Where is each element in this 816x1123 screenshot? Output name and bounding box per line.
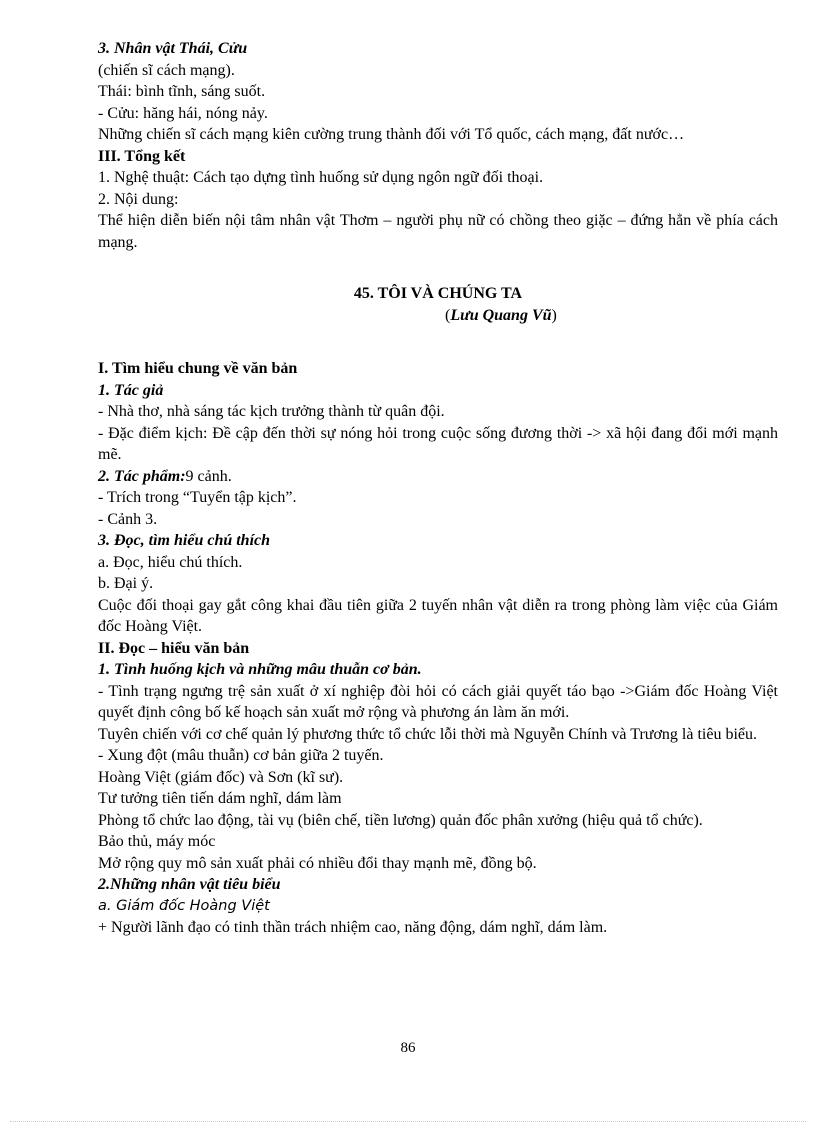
paragraph: Hoàng Việt (giám đốc) và Sơn (kĩ sư).	[98, 768, 344, 786]
paragraph: Thể hiện diễn biến nội tâm nhân vật Thơm – người phụ nữ có chồng theo giặc – đứng hẳn về phía cách mạng.	[98, 212, 778, 251]
work-line	[98, 466, 778, 488]
subheading-director: a. Giám đốc Hoàng Việt	[98, 897, 270, 914]
author-paren-close: )	[551, 306, 557, 324]
paragraph: Thái: bình tĩnh, sáng suốt.	[98, 83, 266, 100]
paragraph: Tư tưởng tiên tiến dám nghĩ, dám làm	[98, 790, 342, 807]
paragraph: - Nhà thơ, nhà sáng tác kịch trưởng thành từ quân đội.	[98, 403, 445, 420]
page-bottom-divider	[10, 1121, 806, 1122]
lesson-title: 45. TÔI VÀ CHÚNG TA	[353, 285, 523, 302]
heading-part2: II. Đọc – hiểu văn bản	[98, 639, 250, 657]
paragraph: - Xung đột (mâu thuẫn) cơ bản giữa 2 tuyến.	[98, 747, 384, 764]
paragraph: - Cửu: hăng hái, nóng nảy.	[98, 104, 268, 122]
paragraph: - Tình trạng ngưng trệ sản xuất ở xí nghiệp đòi hỏi có cách giải quyết táo bạo ->Giám đốc Hoàng Việt quyết định công bố kế hoạch sản xuất mở rộng và phương án làm ăn mới.	[98, 682, 778, 721]
paragraph: - Trích trong “Tuyển tập kịch”.	[98, 489, 297, 506]
heading-reading: 3. Đọc, tìm hiểu chú thích	[98, 532, 271, 549]
paragraph: (chiến sĩ cách mạng).	[98, 61, 235, 79]
paragraph: Mở rộng quy mô sản xuất phải có nhiều đổi thay mạnh mẽ, đồng bộ.	[98, 854, 537, 872]
paragraph: Những chiến sĩ cách mạng kiên cường trung thành đối với Tổ quốc, cách mạng, đất nước…	[98, 126, 685, 143]
lesson-title-block	[98, 283, 778, 326]
author-paren-open: (	[445, 306, 451, 324]
heading-characters: 3. Nhân vật Thái, Cửu	[98, 40, 248, 57]
document-page	[98, 38, 778, 939]
heading-part1: I. Tìm hiểu chung về văn bản	[98, 360, 298, 377]
paragraph: - Đặc điểm kịch: Đề cập đến thời sự nóng hỏi trong cuộc sống đương thời -> xã hội đang đổi mới mạnh mẽ.	[98, 424, 778, 463]
paragraph: Bảo thủ, máy móc	[98, 833, 216, 850]
paragraph: Phòng tổ chức lao động, tài vụ (biên chế, tiền lương) quản đốc phân xưởng (hiệu quả tổ chức).	[98, 811, 703, 829]
heading-author: 1. Tác giả	[98, 381, 164, 399]
heading-characters-2: 2.Những nhân vật tiêu biểu	[98, 876, 281, 893]
paragraph: b. Đại ý.	[98, 575, 154, 592]
page-number: 86	[400, 1040, 416, 1056]
work-value: 9 cảnh.	[185, 467, 232, 485]
paragraph: 2. Nội dung:	[98, 190, 179, 208]
paragraph: a. Đọc, hiểu chú thích.	[98, 553, 243, 571]
heading-work: 2. Tác phẩm:	[98, 467, 186, 485]
heading-summary: III. Tổng kết	[98, 147, 186, 165]
paragraph: Cuộc đối thoại gay gắt công khai đầu tiên giữa 2 tuyến nhân vật diễn ra trong phòng làm việc của Giám đốc Hoàng Việt.	[98, 596, 778, 635]
author-name: Lưu Quang Vũ	[450, 306, 552, 324]
paragraph: 1. Nghệ thuật: Cách tạo dựng tình huống sử dụng ngôn ngữ đối thoại.	[98, 169, 544, 186]
paragraph: Tuyên chiến với cơ chế quản lý phương thức tổ chức lỗi thời mà Nguyễn Chính và Trương là tiêu biểu.	[98, 725, 757, 743]
heading-situation: 1. Tình huống kịch và những mâu thuẫn cơ bản.	[98, 661, 422, 678]
lesson-author	[98, 305, 778, 327]
paragraph: + Người lãnh đạo có tinh thần trách nhiệm cao, năng động, dám nghĩ, dám làm.	[98, 919, 608, 936]
paragraph: - Cảnh 3.	[98, 510, 158, 528]
